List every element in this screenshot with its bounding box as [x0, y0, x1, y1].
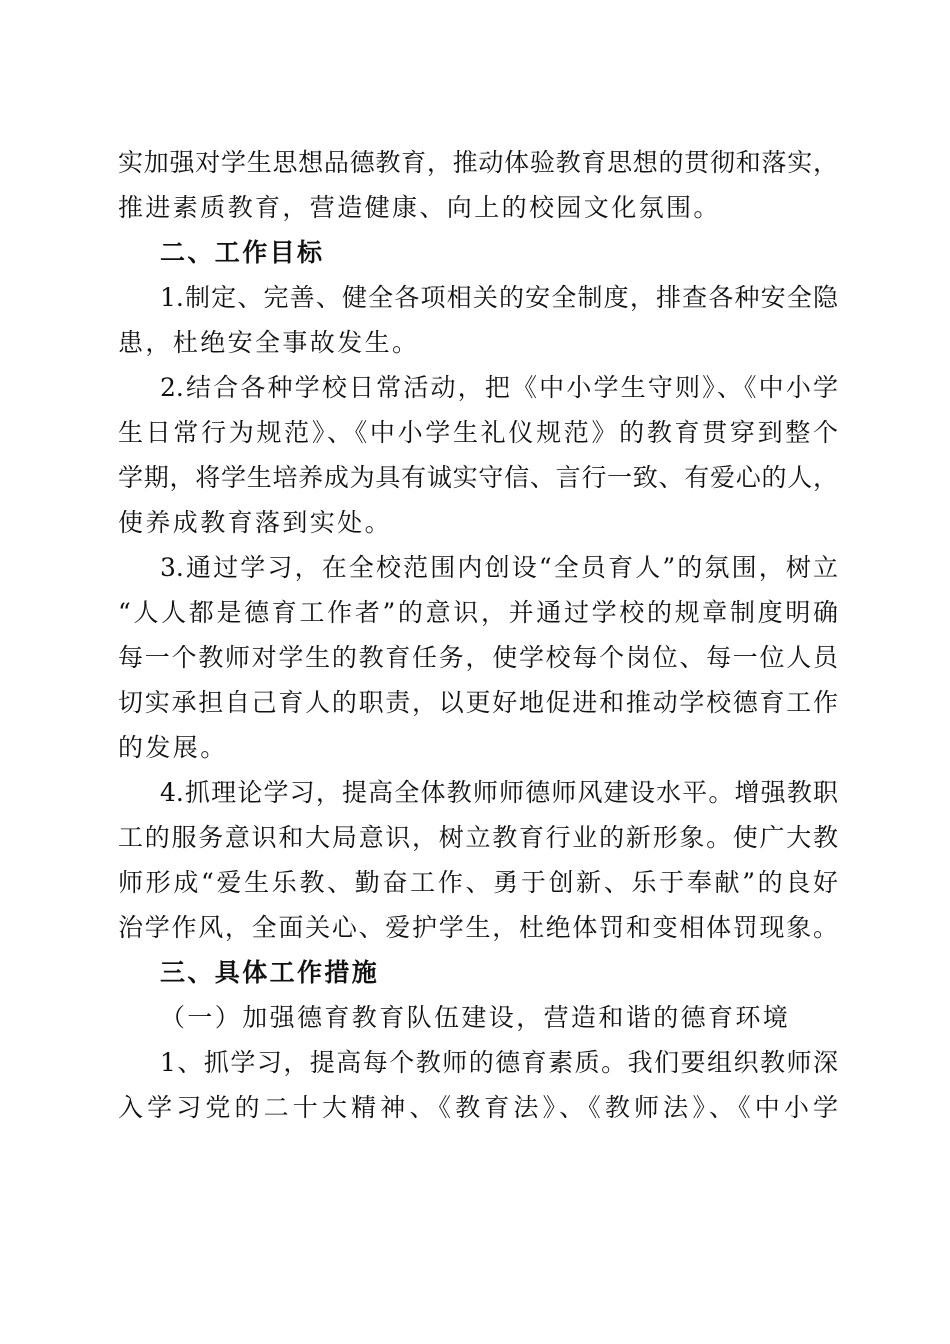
text-line: 1.制定、完善、健全各项相关的安全制度，排查各种安全隐	[160, 283, 838, 312]
text-line: 师形成“爱生乐教、勤奋工作、勇于创新、乐于奉献”的良好	[118, 868, 838, 897]
text-line: 2.结合各种学校日常活动，把《中小学生守则》、《中小学	[160, 373, 838, 402]
text-line: 生日常行为规范》、《中小学生礼仪规范》的教育贯穿到整个	[118, 418, 838, 447]
text-line: 1、抓学习，提高每个教师的德育素质。我们要组织教师深	[160, 1048, 838, 1077]
text-line: 推进素质教育，营造健康、向上的校园文化氛围。	[118, 193, 721, 222]
text-line: 实加强对学生思想品德教育，推动体验教育思想的贯彻和落实，	[118, 148, 838, 177]
text-line: “人人都是德育工作者”的意识，并通过学校的规章制度明确	[118, 598, 838, 627]
section-heading: 二、工作目标	[160, 238, 325, 267]
text-line: 工的服务意识和大局意识，树立教育行业的新形象。使广大教	[118, 823, 838, 852]
text-line: 使养成教育落到实处。	[118, 508, 393, 537]
subsection-heading: （一）加强德育教育队伍建设，营造和谐的德育环境	[160, 1003, 791, 1032]
section-heading: 三、具体工作措施	[160, 958, 380, 987]
text-line: 3.通过学习，在全校范围内创设“全员育人”的氛围，树立	[160, 553, 838, 582]
text-line: 患，杜绝安全事故发生。	[118, 328, 420, 357]
text-line: 每一个教师对学生的教育任务，使学校每个岗位、每一位人员	[118, 643, 838, 672]
text-line: 4.抓理论学习，提高全体教师师德师风建设水平。增强教职	[160, 778, 838, 807]
text-line: 入学习党的二十大精神、《教育法》、《教师法》、《中小学	[118, 1093, 838, 1122]
text-line: 学期，将学生培养成为具有诚实守信、言行一致、有爱心的人，	[118, 463, 838, 492]
text-line: 的发展。	[118, 733, 228, 762]
text-line: 切实承担自己育人的职责，以更好地促进和推动学校德育工作	[118, 688, 838, 717]
text-line: 治学作风，全面关心、爱护学生，杜绝体罚和变相体罚现象。	[118, 913, 838, 942]
